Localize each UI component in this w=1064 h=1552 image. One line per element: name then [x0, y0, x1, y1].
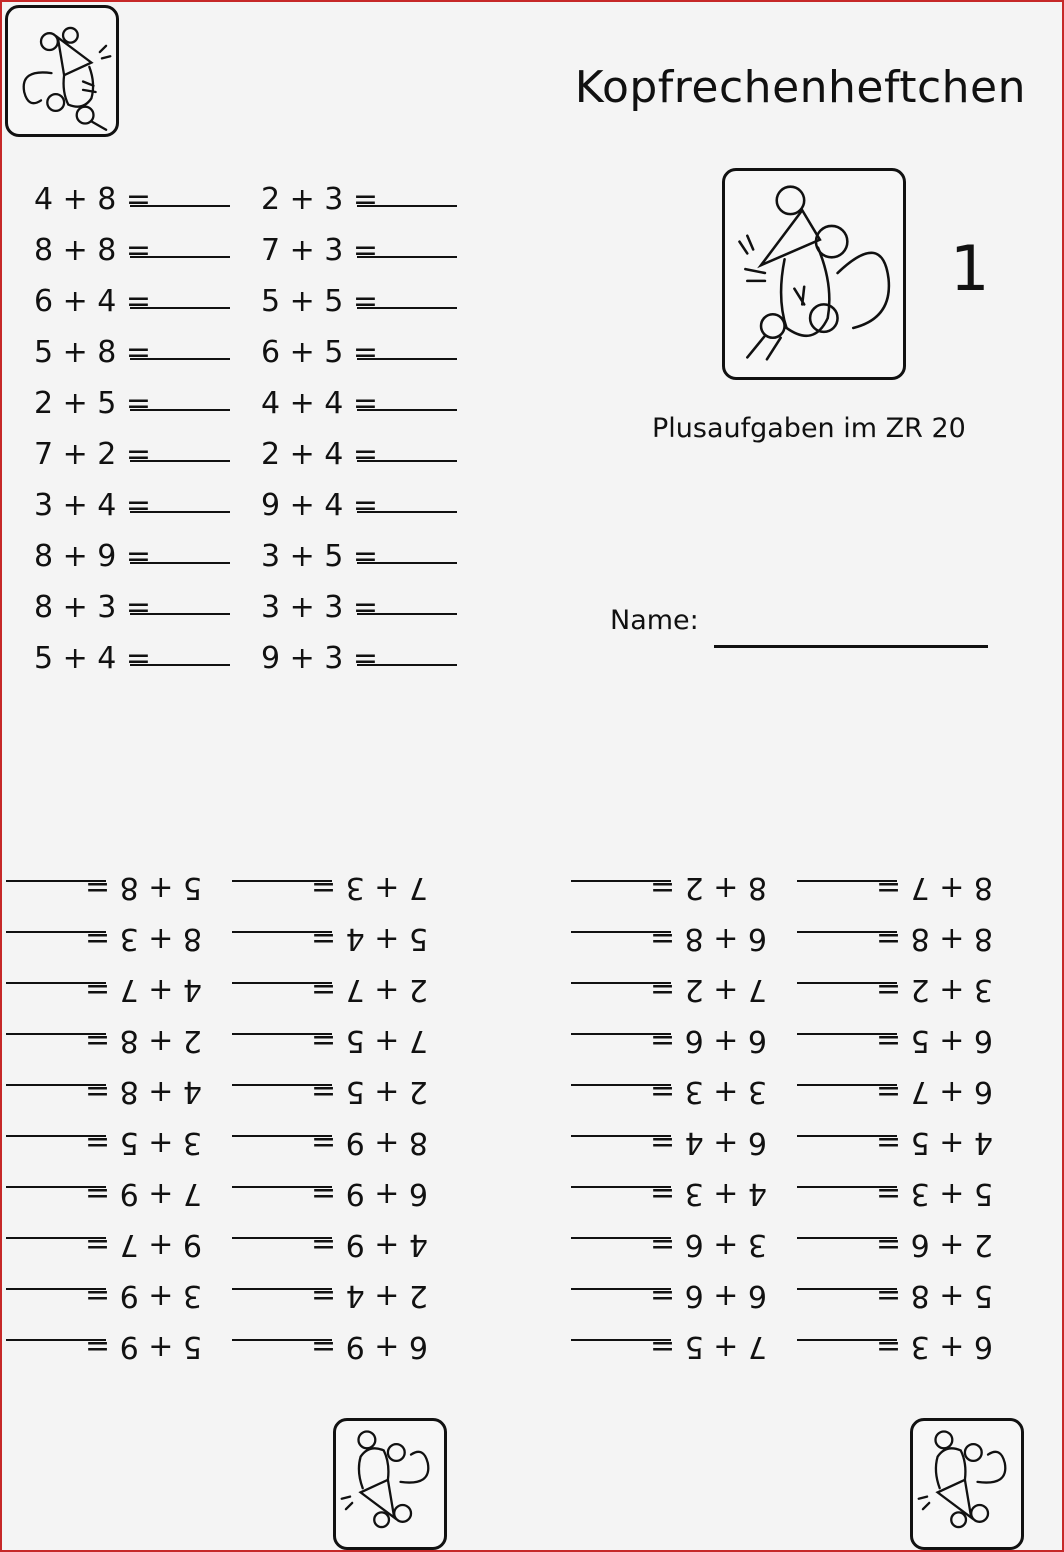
problem-row	[797, 870, 993, 921]
mouse-icon	[725, 171, 903, 377]
answer-blank[interactable]	[130, 656, 230, 666]
mouse-illustration-small-2	[910, 1418, 1024, 1550]
name-label: Name:	[610, 605, 699, 636]
problem-expression: 2 + 8 =	[84, 1023, 202, 1058]
problem-expression: 7 + 9 =	[84, 1176, 202, 1211]
answer-blank[interactable]	[357, 503, 457, 513]
problem-expression: 6 + 4 =	[34, 284, 152, 319]
problem-expression: 4 + 9 =	[310, 1227, 428, 1262]
problem-row	[797, 1074, 993, 1125]
problem-expression: 9 + 3 =	[261, 641, 379, 676]
problem-row	[6, 1074, 202, 1125]
problem-row	[261, 523, 457, 574]
answer-blank[interactable]	[357, 452, 457, 462]
problem-row	[797, 1176, 993, 1227]
problem-expression: 5 + 8 =	[875, 1278, 993, 1313]
problem-expression: 3 + 6 =	[649, 1227, 767, 1262]
problem-row	[261, 370, 457, 421]
problem-expression: 8 + 8 =	[34, 233, 152, 268]
problem-row	[232, 1329, 428, 1380]
answer-blank[interactable]	[6, 1339, 106, 1349]
answer-blank[interactable]	[357, 554, 457, 564]
problem-expression: 6 + 9 =	[310, 1176, 428, 1211]
problem-row	[34, 421, 230, 472]
answer-blank[interactable]	[797, 1135, 897, 1145]
problem-expression: 6 + 5 =	[261, 335, 379, 370]
problem-expression: 2 + 7 =	[310, 972, 428, 1007]
answer-blank[interactable]	[232, 1084, 332, 1094]
problem-row	[797, 1023, 993, 1074]
answer-blank[interactable]	[357, 350, 457, 360]
flipped-problem-column-3	[571, 870, 767, 1380]
problem-expression: 2 + 6 =	[875, 1227, 993, 1262]
answer-blank[interactable]	[232, 1186, 332, 1196]
problem-row	[261, 217, 457, 268]
problem-expression: 9 + 4 =	[261, 488, 379, 523]
answer-blank[interactable]	[357, 299, 457, 309]
problem-expression: 3 + 2 =	[875, 972, 993, 1007]
problem-row	[6, 972, 202, 1023]
answer-blank[interactable]	[130, 401, 230, 411]
answer-blank[interactable]	[232, 1237, 332, 1247]
problem-expression: 7 + 5 =	[310, 1023, 428, 1058]
answer-blank[interactable]	[797, 1186, 897, 1196]
problem-expression: 8 + 7 =	[875, 870, 993, 905]
problem-row	[34, 625, 230, 676]
answer-blank[interactable]	[6, 880, 106, 890]
problem-row	[6, 1329, 202, 1380]
problem-expression: 3 + 5 =	[84, 1125, 202, 1160]
problem-expression: 5 + 3 =	[875, 1176, 993, 1211]
problem-row	[261, 319, 457, 370]
problem-expression: 6 + 4 =	[649, 1125, 767, 1160]
problem-row	[797, 1278, 993, 1329]
problem-row	[261, 472, 457, 523]
problem-row	[571, 972, 767, 1023]
answer-blank[interactable]	[797, 931, 897, 941]
problem-row	[232, 972, 428, 1023]
problem-expression: 5 + 9 =	[84, 1329, 202, 1364]
answer-blank[interactable]	[571, 880, 671, 890]
problem-row	[232, 870, 428, 921]
problem-expression: 6 + 6 =	[649, 1278, 767, 1313]
problem-expression: 6 + 6 =	[649, 1023, 767, 1058]
booklet-number: 1	[950, 232, 990, 305]
answer-blank[interactable]	[6, 1186, 106, 1196]
flipped-problem-column-2	[232, 870, 428, 1380]
problem-expression: 5 + 4 =	[34, 641, 152, 676]
answer-blank[interactable]	[571, 982, 671, 992]
problem-expression: 7 + 2 =	[649, 972, 767, 1007]
problem-row	[797, 1227, 993, 1278]
flipped-problem-column-1	[6, 870, 202, 1380]
problem-expression: 5 + 8 =	[84, 870, 202, 905]
problem-row	[232, 921, 428, 972]
problem-expression: 7 + 5 =	[649, 1329, 767, 1364]
problem-expression: 5 + 4 =	[310, 921, 428, 956]
answer-blank[interactable]	[571, 1135, 671, 1145]
problem-row	[34, 523, 230, 574]
answer-blank[interactable]	[357, 605, 457, 615]
name-field[interactable]	[714, 645, 988, 648]
problem-row	[34, 319, 230, 370]
problem-row	[571, 1023, 767, 1074]
problem-expression: 8 + 2 =	[649, 870, 767, 905]
answer-blank[interactable]	[232, 1288, 332, 1298]
answer-blank[interactable]	[130, 350, 230, 360]
answer-blank[interactable]	[6, 982, 106, 992]
problem-row	[261, 574, 457, 625]
answer-blank[interactable]	[130, 503, 230, 513]
mouse-icon	[8, 8, 116, 134]
problem-expression: 6 + 7 =	[875, 1074, 993, 1109]
problem-row	[232, 1074, 428, 1125]
problem-expression: 8 + 9 =	[34, 539, 152, 574]
answer-blank[interactable]	[6, 1135, 106, 1145]
answer-blank[interactable]	[797, 982, 897, 992]
problem-row	[34, 472, 230, 523]
problem-column-2	[261, 166, 457, 676]
problem-row	[261, 421, 457, 472]
problem-expression: 5 + 5 =	[261, 284, 379, 319]
problem-expression: 3 + 9 =	[84, 1278, 202, 1313]
problem-row	[571, 1074, 767, 1125]
problem-row	[6, 1023, 202, 1074]
problem-expression: 6 + 5 =	[875, 1023, 993, 1058]
answer-blank[interactable]	[130, 248, 230, 258]
answer-blank[interactable]	[571, 1237, 671, 1247]
answer-blank[interactable]	[797, 1237, 897, 1247]
answer-blank[interactable]	[797, 880, 897, 890]
problem-expression: 7 + 2 =	[34, 437, 152, 472]
problem-expression: 3 + 3 =	[649, 1074, 767, 1109]
problem-expression: 2 + 5 =	[34, 386, 152, 421]
answer-blank[interactable]	[357, 197, 457, 207]
problem-row	[34, 574, 230, 625]
answer-blank[interactable]	[571, 931, 671, 941]
problem-row	[571, 1227, 767, 1278]
problem-expression: 6 + 8 =	[649, 921, 767, 956]
answer-blank[interactable]	[130, 554, 230, 564]
problem-row	[261, 268, 457, 319]
problem-row	[6, 1125, 202, 1176]
problem-expression: 2 + 4 =	[261, 437, 379, 472]
problem-row	[571, 921, 767, 972]
problem-expression: 5 + 8 =	[34, 335, 152, 370]
problem-expression: 4 + 5 =	[875, 1125, 993, 1160]
problem-row	[797, 921, 993, 972]
problem-expression: 3 + 5 =	[261, 539, 379, 574]
problem-expression: 4 + 8 =	[84, 1074, 202, 1109]
problem-expression: 3 + 4 =	[34, 488, 152, 523]
problem-expression: 8 + 8 =	[875, 921, 993, 956]
problem-row	[6, 1227, 202, 1278]
problem-row	[571, 870, 767, 921]
problem-expression: 4 + 4 =	[261, 386, 379, 421]
problem-expression: 6 + 3 =	[875, 1329, 993, 1364]
answer-blank[interactable]	[6, 931, 106, 941]
worksheet-title: Kopfrechenheftchen	[574, 62, 1026, 113]
answer-blank[interactable]	[6, 1084, 106, 1094]
problem-row	[232, 1176, 428, 1227]
problem-row	[571, 1125, 767, 1176]
problem-row	[232, 1125, 428, 1176]
answer-blank[interactable]	[130, 605, 230, 615]
answer-blank[interactable]	[6, 1288, 106, 1298]
answer-blank[interactable]	[571, 1033, 671, 1043]
worksheet-subtitle: Plusaufgaben im ZR 20	[652, 413, 966, 444]
problem-expression: 2 + 5 =	[310, 1074, 428, 1109]
answer-blank[interactable]	[6, 1237, 106, 1247]
mouse-illustration	[722, 168, 906, 380]
answer-blank[interactable]	[130, 452, 230, 462]
problem-row	[261, 166, 457, 217]
problem-row	[232, 1278, 428, 1329]
problem-expression: 9 + 7 =	[84, 1227, 202, 1262]
answer-blank[interactable]	[797, 1033, 897, 1043]
answer-blank[interactable]	[571, 1288, 671, 1298]
answer-blank[interactable]	[232, 880, 332, 890]
mouse-icon	[913, 1421, 1021, 1547]
answer-blank[interactable]	[232, 1135, 332, 1145]
answer-blank[interactable]	[232, 1033, 332, 1043]
problem-row	[6, 1176, 202, 1227]
problem-expression: 2 + 3 =	[261, 182, 379, 217]
answer-blank[interactable]	[797, 1288, 897, 1298]
problem-row	[6, 870, 202, 921]
answer-blank[interactable]	[232, 1339, 332, 1349]
answer-blank[interactable]	[797, 1084, 897, 1094]
problem-row	[34, 217, 230, 268]
problem-row	[6, 921, 202, 972]
problem-row	[571, 1329, 767, 1380]
problem-row	[261, 625, 457, 676]
problem-expression: 8 + 3 =	[84, 921, 202, 956]
problem-expression: 4 + 3 =	[649, 1176, 767, 1211]
problem-row	[571, 1278, 767, 1329]
answer-blank[interactable]	[6, 1033, 106, 1043]
problem-column-1	[34, 166, 230, 676]
answer-blank[interactable]	[571, 1084, 671, 1094]
answer-blank[interactable]	[232, 931, 332, 941]
problem-row	[232, 1227, 428, 1278]
problem-row	[797, 972, 993, 1023]
problem-row	[232, 1023, 428, 1074]
problem-expression: 8 + 3 =	[34, 590, 152, 625]
answer-blank[interactable]	[797, 1339, 897, 1349]
flipped-problem-column-4	[797, 870, 993, 1380]
problem-row	[6, 1278, 202, 1329]
problem-row	[571, 1176, 767, 1227]
problem-expression: 4 + 8 =	[34, 182, 152, 217]
problem-expression: 7 + 3 =	[261, 233, 379, 268]
problem-row	[797, 1329, 993, 1380]
problem-expression: 3 + 3 =	[261, 590, 379, 625]
problem-expression: 8 + 9 =	[310, 1125, 428, 1160]
answer-blank[interactable]	[357, 248, 457, 258]
mouse-illustration-small-1	[333, 1418, 447, 1550]
problem-row	[34, 166, 230, 217]
mouse-icon	[336, 1421, 444, 1547]
problem-expression: 7 + 3 =	[310, 870, 428, 905]
answer-blank[interactable]	[357, 656, 457, 666]
answer-blank[interactable]	[357, 401, 457, 411]
problem-row	[34, 268, 230, 319]
problem-row	[34, 370, 230, 421]
problem-row	[797, 1125, 993, 1176]
answer-blank[interactable]	[232, 982, 332, 992]
answer-blank[interactable]	[130, 299, 230, 309]
problem-expression: 2 + 4 =	[310, 1278, 428, 1313]
answer-blank[interactable]	[571, 1186, 671, 1196]
problem-expression: 6 + 9 =	[310, 1329, 428, 1364]
problem-expression: 4 + 7 =	[84, 972, 202, 1007]
mouse-logo-small	[5, 5, 119, 137]
answer-blank[interactable]	[130, 197, 230, 207]
answer-blank[interactable]	[571, 1339, 671, 1349]
